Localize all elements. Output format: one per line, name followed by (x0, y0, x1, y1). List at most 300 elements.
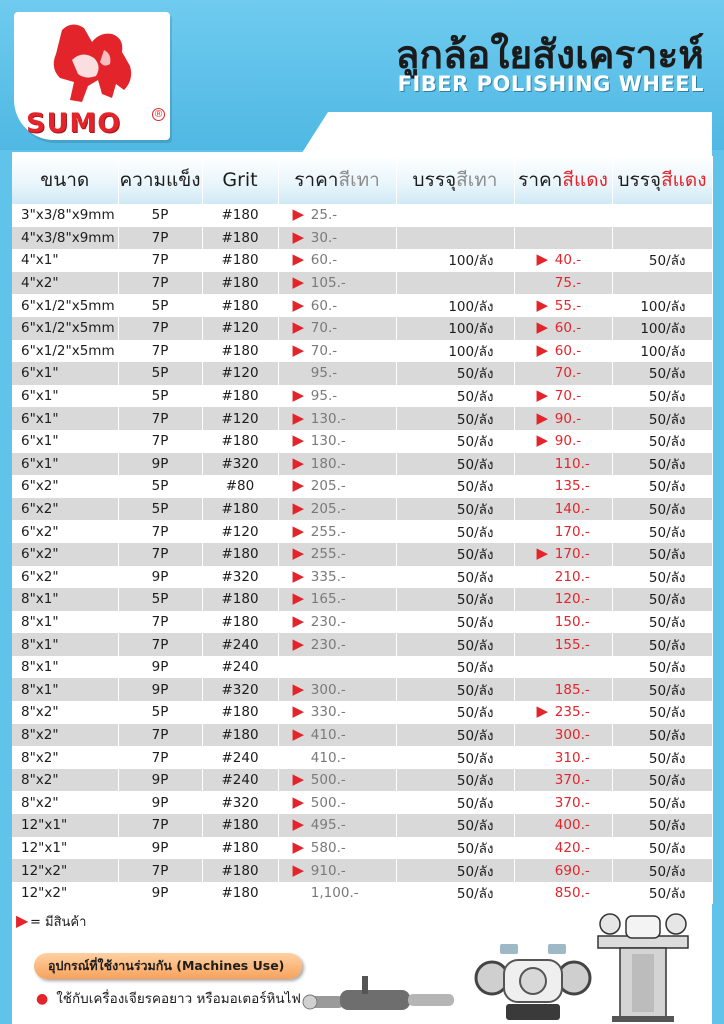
cell-price-gray: ▶ 230.- (278, 611, 396, 634)
cell-price-gray: 410.- (278, 746, 396, 769)
cell-pack-red: 50/ลัง (612, 724, 712, 747)
machines-use-text: ใช้กับเครื่องเจียรคอยาว หรือมอเตอร์หินไฟ (56, 991, 301, 1007)
sumo-wrestlers-logo-icon (42, 20, 142, 112)
cell-pack-red: 50/ลัง (612, 407, 712, 430)
in-stock-marker-icon: ▶ (292, 589, 305, 608)
cell-pack-red: 50/ลัง (612, 633, 712, 656)
cell-hardness: 7P (118, 746, 202, 769)
cell-size: 6"x1" (12, 385, 118, 408)
cell-price-gray: ▶ 255.- (278, 543, 396, 566)
in-stock-marker-icon: ▶ (292, 205, 305, 224)
cell-pack-gray: 50/ลัง (396, 498, 514, 521)
cell-size: 8"x1" (12, 611, 118, 634)
in-stock-marker-icon: ▶ (536, 702, 549, 721)
logo-text: SUMO (26, 108, 122, 139)
table-row (12, 227, 712, 250)
cell-pack-gray (396, 204, 514, 227)
legend (16, 911, 86, 932)
cell-pack-gray: 50/ลัง (396, 791, 514, 814)
table-row (12, 724, 712, 747)
cell-grit: #180 (202, 588, 278, 611)
cell-grit: #120 (202, 317, 278, 340)
in-stock-marker-icon: ▶ (292, 860, 305, 879)
in-stock-marker-icon: ▶ (292, 476, 305, 495)
header-price-red: ราคาสีแดง (514, 156, 612, 204)
cell-price-gray: ▶ 130.- (278, 407, 396, 430)
cell-price-red (514, 204, 612, 227)
cell-hardness: 9P (118, 837, 202, 860)
cell-price-red: 210.- (514, 566, 612, 589)
cell-size: 6"x1" (12, 362, 118, 385)
cell-pack-red: 50/ลัง (612, 746, 712, 769)
cell-size: 6"x1/2"x5mm (12, 294, 118, 317)
cell-size: 6"x2" (12, 543, 118, 566)
table-row (12, 340, 712, 363)
cell-price-red: ▶ 40.- (514, 249, 612, 272)
cell-price-gray: ▶ 300.- (278, 678, 396, 701)
cell-grit: #320 (202, 453, 278, 476)
in-stock-marker-icon: ▶ (292, 815, 305, 834)
cell-size: 8"x2" (12, 746, 118, 769)
cell-grit: #180 (202, 294, 278, 317)
cell-grit: #180 (202, 249, 278, 272)
header-hardness: ความแข็ง (118, 156, 202, 204)
cell-pack-red: 50/ลัง (612, 678, 712, 701)
cell-pack-red: 50/ลัง (612, 385, 712, 408)
in-stock-marker-icon: ▶ (292, 453, 305, 472)
cell-pack-gray: 50/ลัง (396, 882, 514, 905)
cell-price-gray: ▶ 910.- (278, 859, 396, 882)
cell-price-red: 70.- (514, 362, 612, 385)
in-stock-marker-icon: ▶ (292, 295, 305, 314)
cell-grit: #120 (202, 362, 278, 385)
in-stock-marker-icon: ▶ (292, 679, 305, 698)
cell-price-red: 140.- (514, 498, 612, 521)
cell-size: 4"x2" (12, 272, 118, 295)
table-row (12, 317, 712, 340)
cell-pack-gray: 50/ลัง (396, 475, 514, 498)
cell-grit: #180 (202, 837, 278, 860)
cell-price-gray: ▶ 330.- (278, 701, 396, 724)
table-row (12, 453, 712, 476)
table-row (12, 430, 712, 453)
cell-price-red: 370.- (514, 791, 612, 814)
table-header-row (12, 156, 712, 204)
cell-hardness: 7P (118, 430, 202, 453)
cell-pack-red: 50/ลัง (612, 769, 712, 792)
cell-price-gray: ▶ 205.- (278, 498, 396, 521)
cell-pack-red (612, 272, 712, 295)
cell-size: 6"x2" (12, 520, 118, 543)
cell-grit: #180 (202, 498, 278, 521)
cell-price-red: ▶ 55.- (514, 294, 612, 317)
cell-pack-red: 50/ลัง (612, 498, 712, 521)
cell-price-gray: ▶ 335.- (278, 566, 396, 589)
in-stock-marker-icon: ▶ (292, 792, 305, 811)
in-stock-marker-icon: ▶ (292, 702, 305, 721)
in-stock-marker-icon: ▶ (536, 408, 549, 427)
table-row (12, 204, 712, 227)
cell-pack-gray: 50/ลัง (396, 520, 514, 543)
cell-grit: #180 (202, 385, 278, 408)
in-stock-marker-icon: ▶ (292, 227, 305, 246)
cell-hardness: 7P (118, 340, 202, 363)
table-row (12, 272, 712, 295)
table-row (12, 475, 712, 498)
cell-size: 8"x1" (12, 588, 118, 611)
header-price-gray: ราคาสีเทา (278, 156, 396, 204)
cell-price-red: 75.- (514, 272, 612, 295)
in-stock-marker-icon: ▶ (536, 544, 549, 563)
cell-hardness: 5P (118, 588, 202, 611)
cell-size: 12"x2" (12, 859, 118, 882)
cell-hardness: 9P (118, 656, 202, 679)
cell-grit: #120 (202, 520, 278, 543)
cell-size: 6"x2" (12, 566, 118, 589)
cell-price-red: 690.- (514, 859, 612, 882)
cell-pack-gray: 50/ลัง (396, 633, 514, 656)
cell-grit: #180 (202, 204, 278, 227)
cell-hardness: 7P (118, 520, 202, 543)
cell-price-gray: ▶ 230.- (278, 633, 396, 656)
in-stock-marker-icon: ▶ (292, 386, 305, 405)
cell-hardness: 7P (118, 272, 202, 295)
cell-price-red: 400.- (514, 814, 612, 837)
cell-hardness: 7P (118, 407, 202, 430)
cell-price-red: 110.- (514, 453, 612, 476)
cell-price-red: 185.- (514, 678, 612, 701)
cell-pack-red: 100/ลัง (612, 317, 712, 340)
cell-pack-gray: 50/ลัง (396, 746, 514, 769)
cell-price-gray: ▶ 70.- (278, 340, 396, 363)
cell-grit: #320 (202, 791, 278, 814)
cell-pack-red (612, 227, 712, 250)
cell-grit: #180 (202, 340, 278, 363)
cell-price-red: 310.- (514, 746, 612, 769)
cell-hardness: 7P (118, 633, 202, 656)
registered-mark: ® (152, 108, 165, 121)
cell-grit: #180 (202, 272, 278, 295)
cell-price-gray: ▶ 580.- (278, 837, 396, 860)
cell-pack-red: 50/ลัง (612, 362, 712, 385)
in-stock-marker-icon: ▶ (292, 408, 305, 427)
cell-hardness: 9P (118, 882, 202, 905)
in-stock-marker-icon: ▶ (292, 499, 305, 518)
cell-grit: #240 (202, 746, 278, 769)
panel-tab-shape (300, 112, 712, 156)
cell-grit: #180 (202, 543, 278, 566)
cell-price-red: 150.- (514, 611, 612, 634)
cell-price-red: 370.- (514, 769, 612, 792)
cell-price-gray: 1,100.- (278, 882, 396, 905)
cell-pack-gray: 50/ลัง (396, 453, 514, 476)
cell-price-gray: ▶ 30.- (278, 227, 396, 250)
cell-price-red: 155.- (514, 633, 612, 656)
cell-pack-red: 50/ลัง (612, 453, 712, 476)
cell-hardness: 9P (118, 566, 202, 589)
table-row (12, 294, 712, 317)
table-row (12, 701, 712, 724)
cell-grit: #180 (202, 814, 278, 837)
cell-size: 3"x3/8"x9mm (12, 204, 118, 227)
header-pack-gray: บรรจุสีเทา (396, 156, 514, 204)
cell-pack-gray: 100/ลัง (396, 249, 514, 272)
cell-price-red (514, 656, 612, 679)
cell-pack-red: 50/ลัง (612, 475, 712, 498)
table-row (12, 678, 712, 701)
cell-pack-gray (396, 272, 514, 295)
cell-grit: #320 (202, 566, 278, 589)
machines-use-title: อุปกรณ์ที่ใช้งานร่วมกัน (Machines Use) (34, 953, 302, 979)
in-stock-marker-icon: ▶ (292, 724, 305, 743)
in-stock-marker-icon: ▶ (292, 521, 305, 540)
cell-size: 12"x1" (12, 814, 118, 837)
in-stock-marker-icon: ▶ (536, 431, 549, 450)
cell-pack-red: 100/ลัง (612, 340, 712, 363)
in-stock-marker-icon: ▶ (536, 340, 549, 359)
cell-grit: #120 (202, 407, 278, 430)
cell-size: 12"x1" (12, 837, 118, 860)
cell-pack-gray: 50/ลัง (396, 769, 514, 792)
cell-pack-red: 50/ลัง (612, 791, 712, 814)
cell-price-gray: ▶ 255.- (278, 520, 396, 543)
cell-size: 6"x1" (12, 453, 118, 476)
bench-grinder-icon (474, 934, 592, 1024)
cell-price-gray: ▶ 25.- (278, 204, 396, 227)
cell-grit: #180 (202, 859, 278, 882)
cell-pack-red: 50/ลัง (612, 249, 712, 272)
cell-hardness: 5P (118, 701, 202, 724)
cell-pack-red: 50/ลัง (612, 882, 712, 905)
cell-price-gray: ▶ 180.- (278, 453, 396, 476)
cell-pack-red: 50/ลัง (612, 611, 712, 634)
cell-price-gray: ▶ 130.- (278, 430, 396, 453)
in-stock-marker-icon: ▶ (292, 273, 305, 292)
cell-hardness: 5P (118, 498, 202, 521)
cell-hardness: 7P (118, 814, 202, 837)
in-stock-marker-icon: ▶ (292, 611, 305, 630)
in-stock-marker-icon: ▶ (292, 250, 305, 269)
grinder-stand-icon (594, 906, 692, 1024)
cell-grit: #180 (202, 724, 278, 747)
in-stock-marker-icon: ▶ (292, 318, 305, 337)
cell-price-gray: ▶ 205.- (278, 475, 396, 498)
cell-price-red: 135.- (514, 475, 612, 498)
cell-price-red (514, 227, 612, 250)
table-row (12, 656, 712, 679)
cell-size: 6"x1" (12, 407, 118, 430)
cell-pack-red: 50/ลัง (612, 859, 712, 882)
cell-hardness: 7P (118, 611, 202, 634)
cell-pack-gray: 50/ลัง (396, 588, 514, 611)
cell-pack-red: 50/ลัง (612, 837, 712, 860)
cell-pack-gray: 50/ลัง (396, 543, 514, 566)
cell-price-red: 120.- (514, 588, 612, 611)
brand-logo (14, 12, 170, 140)
cell-hardness: 7P (118, 317, 202, 340)
table-row (12, 882, 712, 905)
cell-price-red: ▶ 60.- (514, 340, 612, 363)
cell-hardness: 5P (118, 362, 202, 385)
cell-pack-red: 50/ลัง (612, 814, 712, 837)
cell-price-gray: ▶ 95.- (278, 385, 396, 408)
table-row (12, 769, 712, 792)
in-stock-marker-icon: ▶ (292, 431, 305, 450)
cell-price-gray: ▶ 105.- (278, 272, 396, 295)
in-stock-marker-icon: ▶ (292, 770, 305, 789)
in-stock-marker-icon: ▶ (536, 386, 549, 405)
cell-price-red: ▶ 60.- (514, 317, 612, 340)
table-row (12, 611, 712, 634)
cell-hardness: 7P (118, 859, 202, 882)
cell-pack-gray: 50/ลัง (396, 430, 514, 453)
cell-size: 6"x2" (12, 475, 118, 498)
cell-size: 8"x1" (12, 633, 118, 656)
long-neck-grinder-icon (300, 968, 460, 1018)
cell-hardness: 5P (118, 204, 202, 227)
cell-price-red: 850.- (514, 882, 612, 905)
cell-size: 12"x2" (12, 882, 118, 905)
cell-pack-gray: 50/ลัง (396, 566, 514, 589)
cell-pack-red: 50/ลัง (612, 656, 712, 679)
page-title-english: FIBER POLISHING WHEEL (397, 72, 704, 96)
cell-pack-gray: 50/ลัง (396, 678, 514, 701)
cell-price-red: ▶ 90.- (514, 430, 612, 453)
cell-pack-gray: 50/ลัง (396, 362, 514, 385)
table-row (12, 498, 712, 521)
cell-hardness: 7P (118, 249, 202, 272)
cell-size: 6"x2" (12, 498, 118, 521)
machines-use-item (36, 987, 301, 1009)
in-stock-marker-icon: ▶ (536, 250, 549, 269)
cell-price-red: ▶ 90.- (514, 407, 612, 430)
cell-pack-gray: 50/ลัง (396, 859, 514, 882)
cell-size: 8"x2" (12, 701, 118, 724)
red-triangle-icon: ▶ (16, 911, 29, 930)
in-stock-marker-icon: ▶ (292, 837, 305, 856)
cell-price-gray: ▶ 410.- (278, 724, 396, 747)
cell-pack-red (612, 204, 712, 227)
price-table (12, 156, 713, 904)
header-grit: Grit (202, 156, 278, 204)
cell-hardness: 9P (118, 453, 202, 476)
in-stock-marker-icon: ▶ (292, 544, 305, 563)
cell-size: 4"x1" (12, 249, 118, 272)
table-row (12, 407, 712, 430)
cell-grit: #180 (202, 227, 278, 250)
cell-price-red: 300.- (514, 724, 612, 747)
cell-grit: #240 (202, 656, 278, 679)
cell-pack-gray (396, 227, 514, 250)
cell-grit: #240 (202, 633, 278, 656)
cell-size: 8"x2" (12, 769, 118, 792)
cell-price-gray: ▶ 165.- (278, 588, 396, 611)
cell-price-gray: ▶ 500.- (278, 791, 396, 814)
in-stock-marker-icon: ▶ (536, 318, 549, 337)
cell-size: 6"x1/2"x5mm (12, 317, 118, 340)
table-row (12, 249, 712, 272)
legend-text: = มีสินค้า (30, 915, 87, 930)
cell-price-gray: 95.- (278, 362, 396, 385)
cell-pack-gray: 50/ลัง (396, 611, 514, 634)
cell-grit: #320 (202, 678, 278, 701)
cell-price-gray (278, 656, 396, 679)
table-row (12, 362, 712, 385)
cell-hardness: 5P (118, 294, 202, 317)
cell-pack-gray: 50/ลัง (396, 724, 514, 747)
cell-hardness: 7P (118, 543, 202, 566)
cell-hardness: 9P (118, 678, 202, 701)
cell-size: 8"x1" (12, 678, 118, 701)
cell-grit: #180 (202, 882, 278, 905)
cell-pack-red: 50/ลัง (612, 520, 712, 543)
in-stock-marker-icon: ▶ (292, 634, 305, 653)
cell-size: 8"x1" (12, 656, 118, 679)
cell-grit: #240 (202, 769, 278, 792)
cell-grit: #180 (202, 430, 278, 453)
cell-price-red: ▶ 235.- (514, 701, 612, 724)
cell-pack-gray: 100/ลัง (396, 340, 514, 363)
table-row (12, 746, 712, 769)
in-stock-marker-icon: ▶ (292, 340, 305, 359)
cell-price-gray: ▶ 70.- (278, 317, 396, 340)
table-row (12, 814, 712, 837)
cell-price-red: 170.- (514, 520, 612, 543)
cell-pack-gray: 100/ลัง (396, 294, 514, 317)
cell-price-gray: ▶ 500.- (278, 769, 396, 792)
cell-pack-red: 50/ลัง (612, 588, 712, 611)
cell-price-red: ▶ 170.- (514, 543, 612, 566)
cell-pack-red: 100/ลัง (612, 294, 712, 317)
cell-size: 8"x2" (12, 791, 118, 814)
cell-hardness: 9P (118, 791, 202, 814)
price-table-body (12, 204, 712, 904)
cell-pack-gray: 50/ลัง (396, 407, 514, 430)
cell-pack-gray: 50/ลัง (396, 385, 514, 408)
header-pack-red: บรรจุสีแดง (612, 156, 712, 204)
cell-grit: #180 (202, 611, 278, 634)
table-row (12, 588, 712, 611)
table-row (12, 791, 712, 814)
cell-hardness: 7P (118, 227, 202, 250)
cell-hardness: 7P (118, 724, 202, 747)
cell-size: 6"x1" (12, 430, 118, 453)
cell-pack-gray: 50/ลัง (396, 656, 514, 679)
in-stock-marker-icon: ▶ (292, 566, 305, 585)
cell-pack-gray: 100/ลัง (396, 317, 514, 340)
cell-price-red: ▶ 70.- (514, 385, 612, 408)
in-stock-marker-icon: ▶ (536, 295, 549, 314)
cell-hardness: 5P (118, 475, 202, 498)
cell-pack-red: 50/ลัง (612, 430, 712, 453)
cell-hardness: 9P (118, 769, 202, 792)
cell-hardness: 5P (118, 385, 202, 408)
cell-price-red: 420.- (514, 837, 612, 860)
header-size: ขนาด (12, 156, 118, 204)
cell-size: 4"x3/8"x9mm (12, 227, 118, 250)
table-row (12, 543, 712, 566)
cell-pack-gray: 50/ลัง (396, 701, 514, 724)
cell-pack-red: 50/ลัง (612, 543, 712, 566)
bullet-icon: ● (36, 991, 49, 1007)
cell-size: 6"x1/2"x5mm (12, 340, 118, 363)
cell-price-gray: ▶ 495.- (278, 814, 396, 837)
cell-pack-red: 50/ลัง (612, 701, 712, 724)
table-row (12, 385, 712, 408)
cell-pack-gray: 50/ลัง (396, 814, 514, 837)
table-row (12, 859, 712, 882)
table-row (12, 520, 712, 543)
